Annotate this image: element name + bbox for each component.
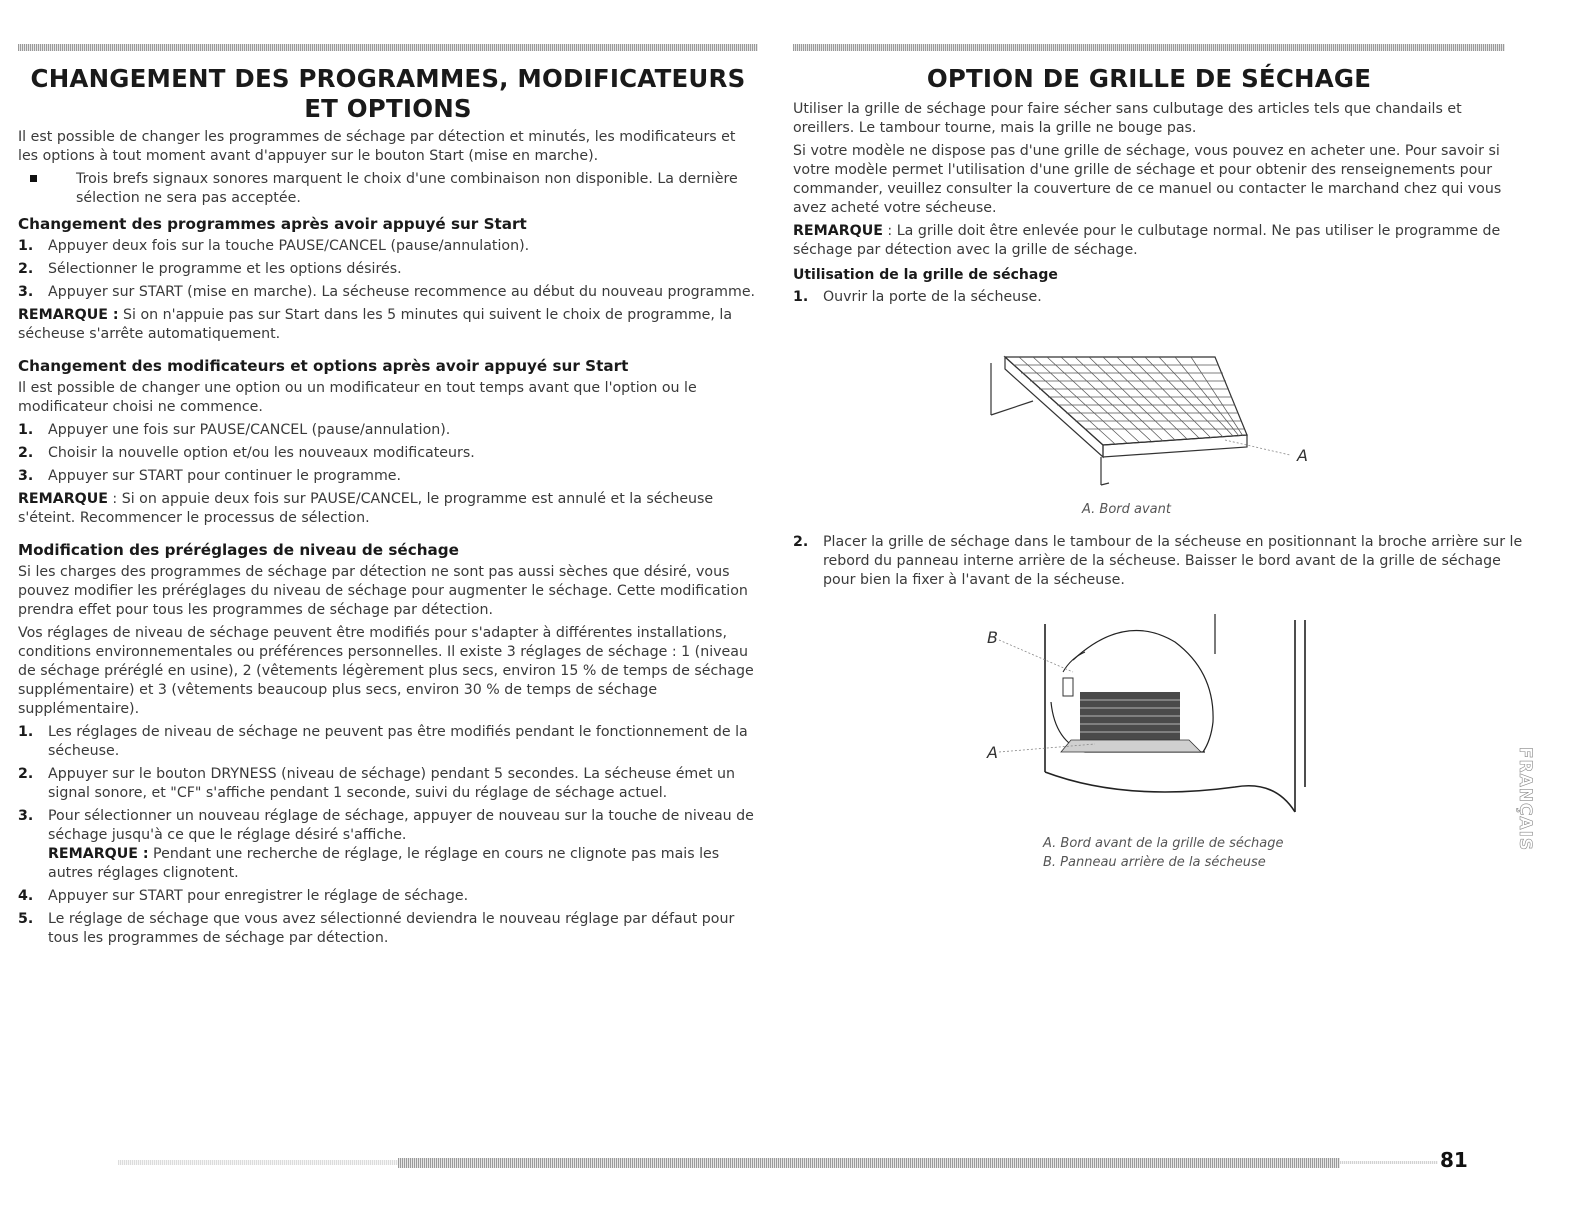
right-column [793,64,1505,311]
s3-step [18,910,758,948]
s2-step [18,467,758,486]
left-title [18,64,758,124]
s3-step [18,887,758,906]
s2-note-text: : Si on appuie deux fois sur PAUSE/CANCEL, le programme est annulé et la sécheuse s'éteint. Recommencer le processus de sélection. [18,491,714,526]
s3-step [18,765,758,803]
fig2-label-a: A [987,743,998,762]
s1-step [18,260,758,279]
s2-step [18,421,758,440]
right-step1-number: 1. [793,289,809,305]
s1-step-number: 3. [18,284,34,300]
left-bullet-text: Trois brefs signaux sonores marquent le choix d'une combinaison non disponible. La dernière sélection ne sera pas acceptée. [76,171,738,206]
left-intro: Il est possible de changer les programmes de séchage par détection et minutés, les modificateurs et les options à tout moment avant d'appuyer sur le bouton Start (mise en marche). [18,129,736,164]
s1-step-number: 1. [18,238,34,254]
s1-step-text: Sélectionner le programme et les options désirés. [48,261,402,277]
s3-step-number: 5. [18,911,34,927]
page-number: 81 [1440,1148,1468,1172]
s1-step-text: Appuyer sur START (mise en marche). La sécheuse recommence au début du nouveau programme. [48,284,756,300]
right-note [793,222,1505,260]
s3-step-number: 2. [18,766,34,782]
right-paragraph2: Si votre modèle ne dispose pas d'une grille de séchage, vous pouvez en acheter une. Pour savoir si votre modèle permet l'utilisation d'une grille de séchage et pour obtenir des renseignements pour commander, veuillez consulter la couverture de ce manuel ou contacter le marchand chez qui vous avez acheté votre sécheuse. [793,143,1502,216]
s3-step-text: Le réglage de séchage que vous avez sélectionné deviendra le nouveau réglage par défaut pour tous les programmes de séchage par détection. [48,911,735,946]
section1-heading: Changement des programmes après avoir appuyé sur Start [18,215,527,233]
section2-heading: Changement des modificateurs et options après avoir appuyé sur Start [18,357,629,375]
side-tab-text: FRANÇAIS [1515,746,1535,852]
left-bullet [18,170,758,208]
fig2-label-b: B [987,628,998,647]
s1-note-label: REMARQUE : [18,307,119,323]
right-step2 [793,533,1535,590]
right-note-text: : La grille doit être enlevée pour le culbutage normal. Ne pas utiliser le programme de séchage par détection avec la grille de séchage. [793,223,1501,258]
s3-step-text: Appuyer sur le bouton DRYNESS (niveau de séchage) pendant 5 secondes. La sécheuse émet un signal sonore, et "CF" s'affiche pendant 1 seconde, suivi du réglage de séchage actuel. [48,766,736,801]
top-rule-left [18,44,758,51]
s2-note [18,490,758,528]
s2-note-label: REMARQUE [18,491,108,507]
right-step2-number: 2. [793,534,809,550]
s3-step3-note-text: Pendant une recherche de réglage, le réglage en cours ne clignote pas mais les autres réglages clignotent. [48,846,720,881]
fig2-caption-a: A. Bord avant de la grille de séchage [1043,836,1284,851]
right-step2-text: Placer la grille de séchage dans le tambour de la sécheuse en positionnant la broche arrière sur le rebord du panneau interne arrière de la sécheuse. Baisser le bord avant de la grille de séchage pour bien la fixer à l'avant de la sécheuse. [823,534,1523,588]
s3-step-number: 3. [18,808,34,824]
s3-step-text: Appuyer sur START pour enregistrer le réglage de séchage. [48,888,469,904]
right-step1-text: Ouvrir la porte de la sécheuse. [823,289,1042,305]
left-title-line1: CHANGEMENT DES PROGRAMMES, MODIFICATEURS [30,64,746,93]
right-step1 [793,288,1505,307]
s1-step [18,283,758,302]
bottom-rule-tail [1340,1161,1438,1164]
s1-step [18,237,758,256]
section3-heading: Modification des préréglages de niveau de séchage [18,541,459,559]
s2-intro: Il est possible de changer une option ou un modificateur en tout temps avant que l'option ou le modificateur choisi ne commence. [18,380,697,415]
top-rule-right [793,44,1505,51]
left-title-line2: ET OPTIONS [304,94,472,123]
right-subheading: Utilisation de la grille de séchage [793,267,1058,283]
s2-step-text: Appuyer sur START pour continuer le programme. [48,468,402,484]
right-paragraph1: Utiliser la grille de séchage pour faire sécher sans culbutage des articles tels que chandails et oreillers. Le tambour tourne, mais la grille ne bouge pas. [793,101,1462,136]
right-note-label: REMARQUE [793,223,883,239]
s2-step-text: Appuyer une fois sur PAUSE/CANCEL (pause/annulation). [48,422,451,438]
rack-in-dryer-illustration [975,612,1325,822]
bottom-rule [398,1158,1340,1168]
s3-step [18,807,758,883]
left-column [18,64,758,952]
s1-note [18,306,758,344]
s1-step-number: 2. [18,261,34,277]
bottom-rule-faint [118,1160,398,1165]
s3-paragraph1: Si les charges des programmes de séchage par détection ne sont pas aussi sèches que désiré, vous pouvez modifier les préréglages du niveau de séchage pour augmenter le séchage. Cette modification prendra effet pour tous les programmes de séchage par détection. [18,564,748,618]
s1-step-text: Appuyer deux fois sur la touche PAUSE/CANCEL (pause/annulation). [48,238,530,254]
s2-step-number: 1. [18,422,34,438]
fig2-caption-b: B. Panneau arrière de la sécheuse [1043,855,1266,870]
s3-step [18,723,758,761]
bullet-square-icon [30,175,37,182]
s2-step-number: 2. [18,445,34,461]
s3-step-number: 1. [18,724,34,740]
s2-step-number: 3. [18,468,34,484]
side-language-tab [1508,738,1542,860]
s3-step-text: Les réglages de niveau de séchage ne peuvent pas être modifiés pendant le fonctionnement de la sécheuse. [48,724,748,759]
s1-note-text: Si on n'appuie pas sur Start dans les 5 minutes qui suivent le choix de programme, la sécheuse s'arrête automatiquement. [18,307,733,342]
s2-step [18,444,758,463]
s2-step-text: Choisir la nouvelle option et/ou les nouveaux modificateurs. [48,445,475,461]
right-title: OPTION DE GRILLE DE SÉCHAGE [926,64,1372,93]
fig1-label-a: A [1297,446,1308,465]
s3-step3-note-label: REMARQUE : [48,846,149,862]
drying-rack-illustration [985,345,1325,495]
s3-step-text: Pour sélectionner un nouveau réglage de séchage, appuyer de nouveau sur la touche de niveau de séchage jusqu'à ce que le réglage désiré s'affiche. [48,808,754,843]
s3-step-number: 4. [18,888,34,904]
s3-paragraph2: Vos réglages de niveau de séchage peuvent être modifiés pour s'adapter à différentes installations, conditions environnementales ou préférences personnelles. Il existe 3 réglages de séchage : 1 (niveau de séchage préréglé en usine), 2 (vêtements légèrement plus secs, environ 15 % de temps de séchage supplémentaire) et 3 (vêtements beaucoup plus secs, environ 30 % de temps de séchage supplémentaire). [18,625,754,717]
fig1-caption: A. Bord avant [1082,502,1171,517]
